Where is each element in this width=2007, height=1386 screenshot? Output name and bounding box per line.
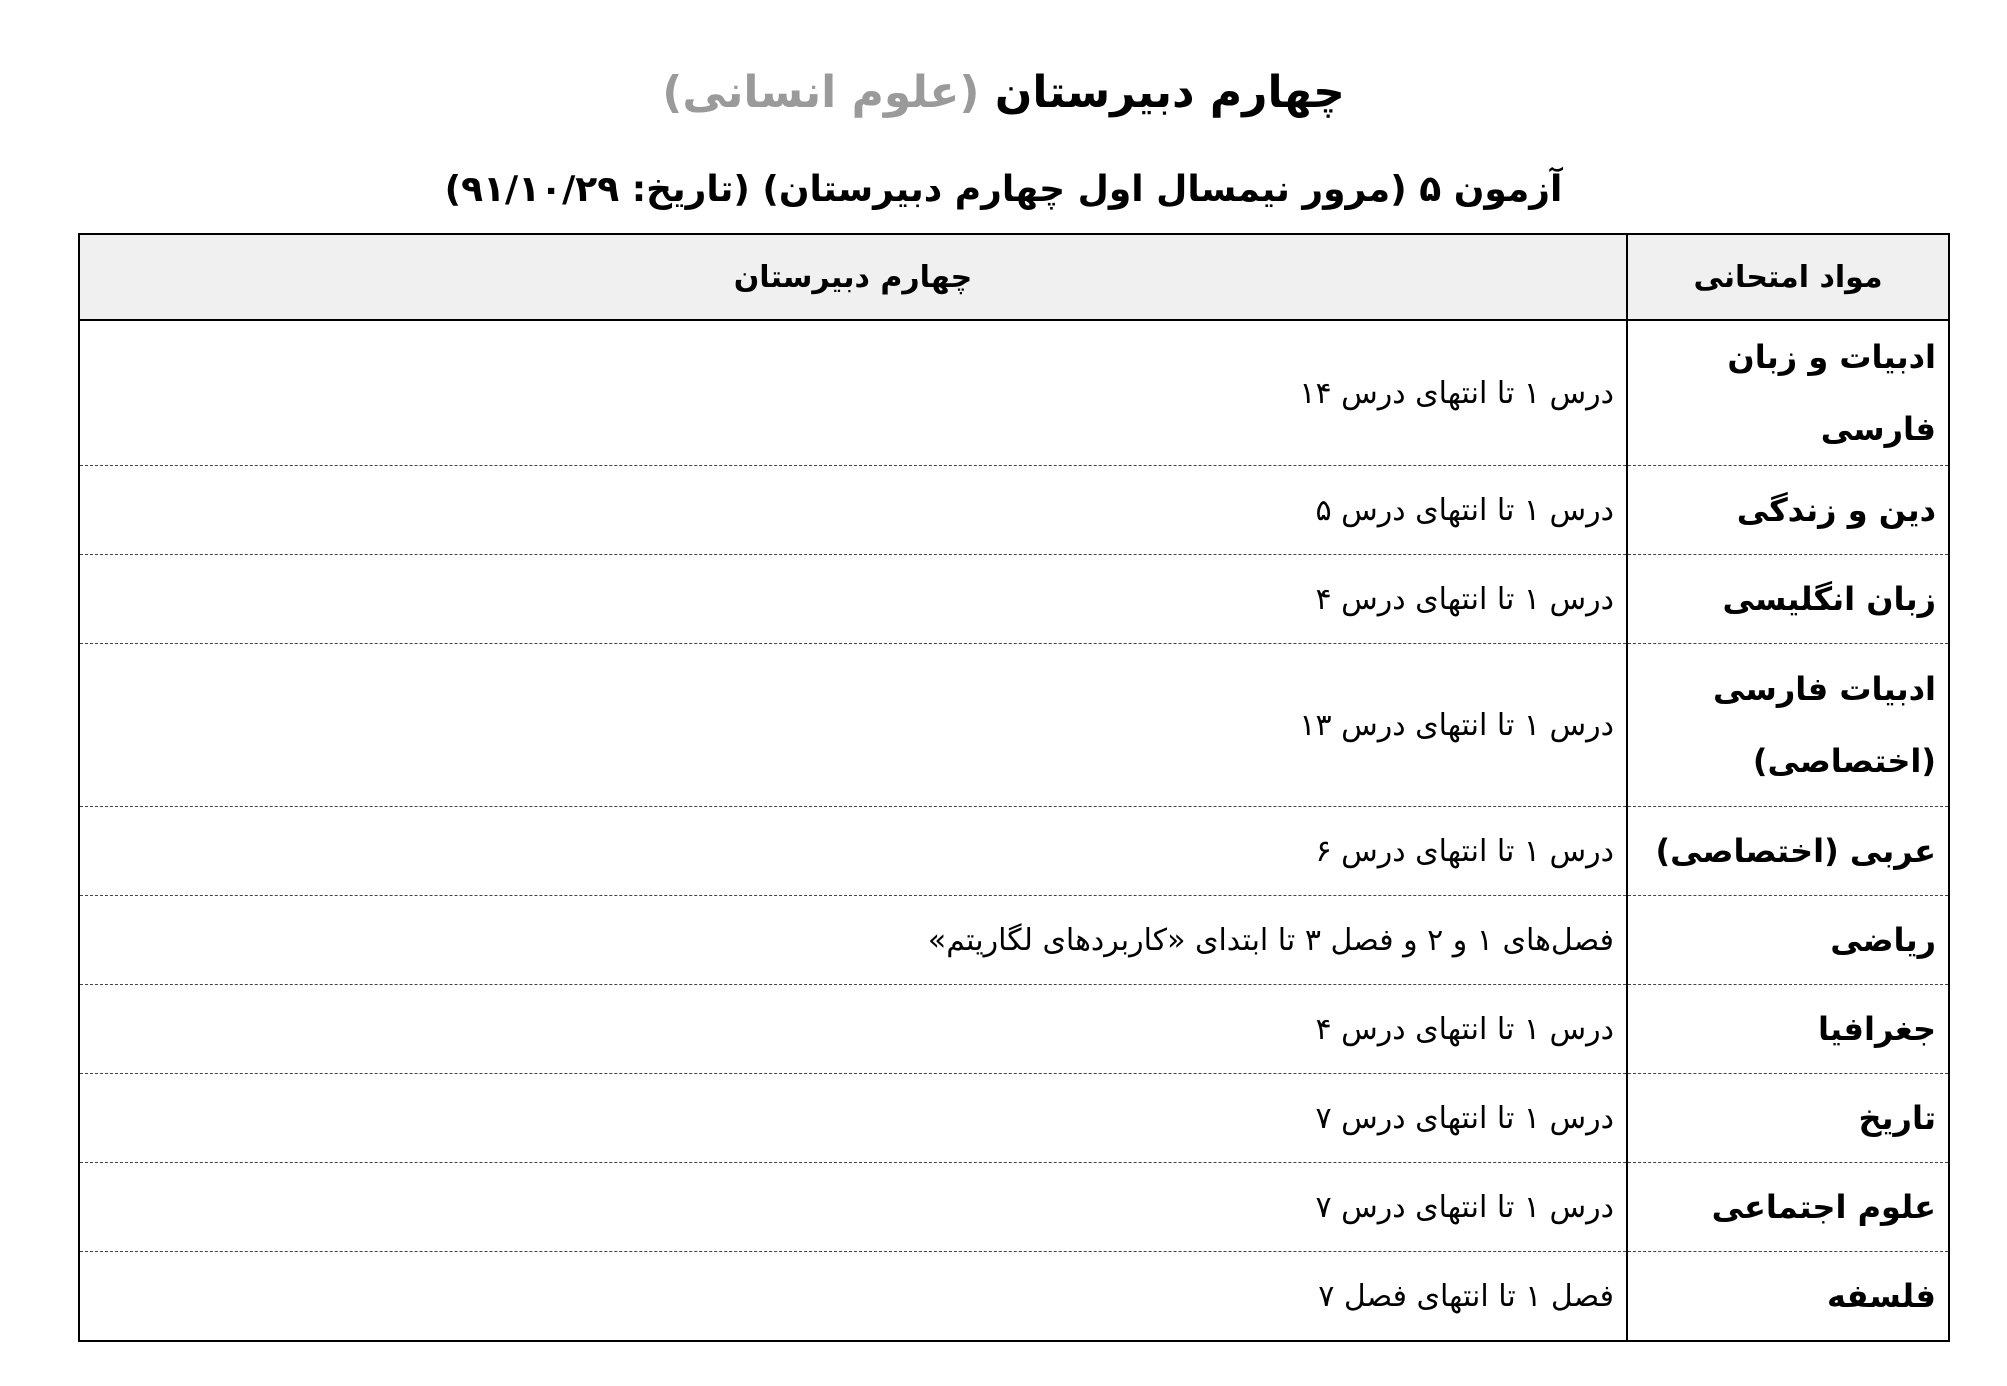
table-row	[79, 466, 1949, 555]
subject-cell: دین و زندگی	[1627, 466, 1949, 555]
range-cell: درس ۱ تا انتهای درس ۴	[79, 555, 1627, 644]
syllabus-table	[78, 233, 1950, 1342]
subject-cell: ریاضی	[1627, 896, 1949, 985]
table-row	[79, 320, 1949, 466]
table-row	[79, 555, 1949, 644]
subject-cell: فلسفه	[1627, 1252, 1949, 1342]
subject-cell: ادبیات و زبان فارسی	[1627, 320, 1949, 466]
range-cell: فصل ۱ تا انتهای فصل ۷	[79, 1252, 1627, 1342]
range-cell: درس ۱ تا انتهای درس ۷	[79, 1074, 1627, 1163]
range-cell: درس ۱ تا انتهای درس ۵	[79, 466, 1627, 555]
table-row	[79, 896, 1949, 985]
page-title	[0, 58, 2007, 128]
range-cell: درس ۱ تا انتهای درس ۱۳	[79, 644, 1627, 807]
table-row	[79, 985, 1949, 1074]
range-cell: درس ۱ تا انتهای درس ۱۴	[79, 320, 1627, 466]
page-title-main: چهارم دبیرستان	[994, 67, 1345, 118]
subject-cell: علوم اجتماعی	[1627, 1163, 1949, 1252]
table-row	[79, 1074, 1949, 1163]
subject-cell: ادبیات فارسی (اختصاصی)	[1627, 644, 1949, 807]
header-range: چهارم دبیرستان	[79, 234, 1627, 320]
table-header-row	[79, 234, 1949, 320]
header-subject: مواد امتحانی	[1627, 234, 1949, 320]
range-cell: درس ۱ تا انتهای درس ۴	[79, 985, 1627, 1074]
exam-title: آزمون ۵ (مرور نیمسال اول چهارم دبیرستان) (تاریخ: ۹۱/۱۰/۲۹)	[444, 169, 1563, 210]
subject-cell: عربی (اختصاصی)	[1627, 807, 1949, 896]
range-cell: درس ۱ تا انتهای درس ۷	[79, 1163, 1627, 1252]
subject-cell: جغرافیا	[1627, 985, 1949, 1074]
table-row	[79, 1252, 1949, 1342]
page-title-sub: (علوم انسانی)	[662, 67, 980, 118]
table-row	[79, 644, 1949, 807]
table-row	[79, 1163, 1949, 1252]
table-row	[79, 807, 1949, 896]
subject-cell: تاریخ	[1627, 1074, 1949, 1163]
range-cell: درس ۱ تا انتهای درس ۶	[79, 807, 1627, 896]
subject-cell: زبان انگلیسی	[1627, 555, 1949, 644]
range-cell: فصل‌های ۱ و ۲ و فصل ۳ تا ابتدای «کاربردهای لگاریتم»	[79, 896, 1627, 985]
